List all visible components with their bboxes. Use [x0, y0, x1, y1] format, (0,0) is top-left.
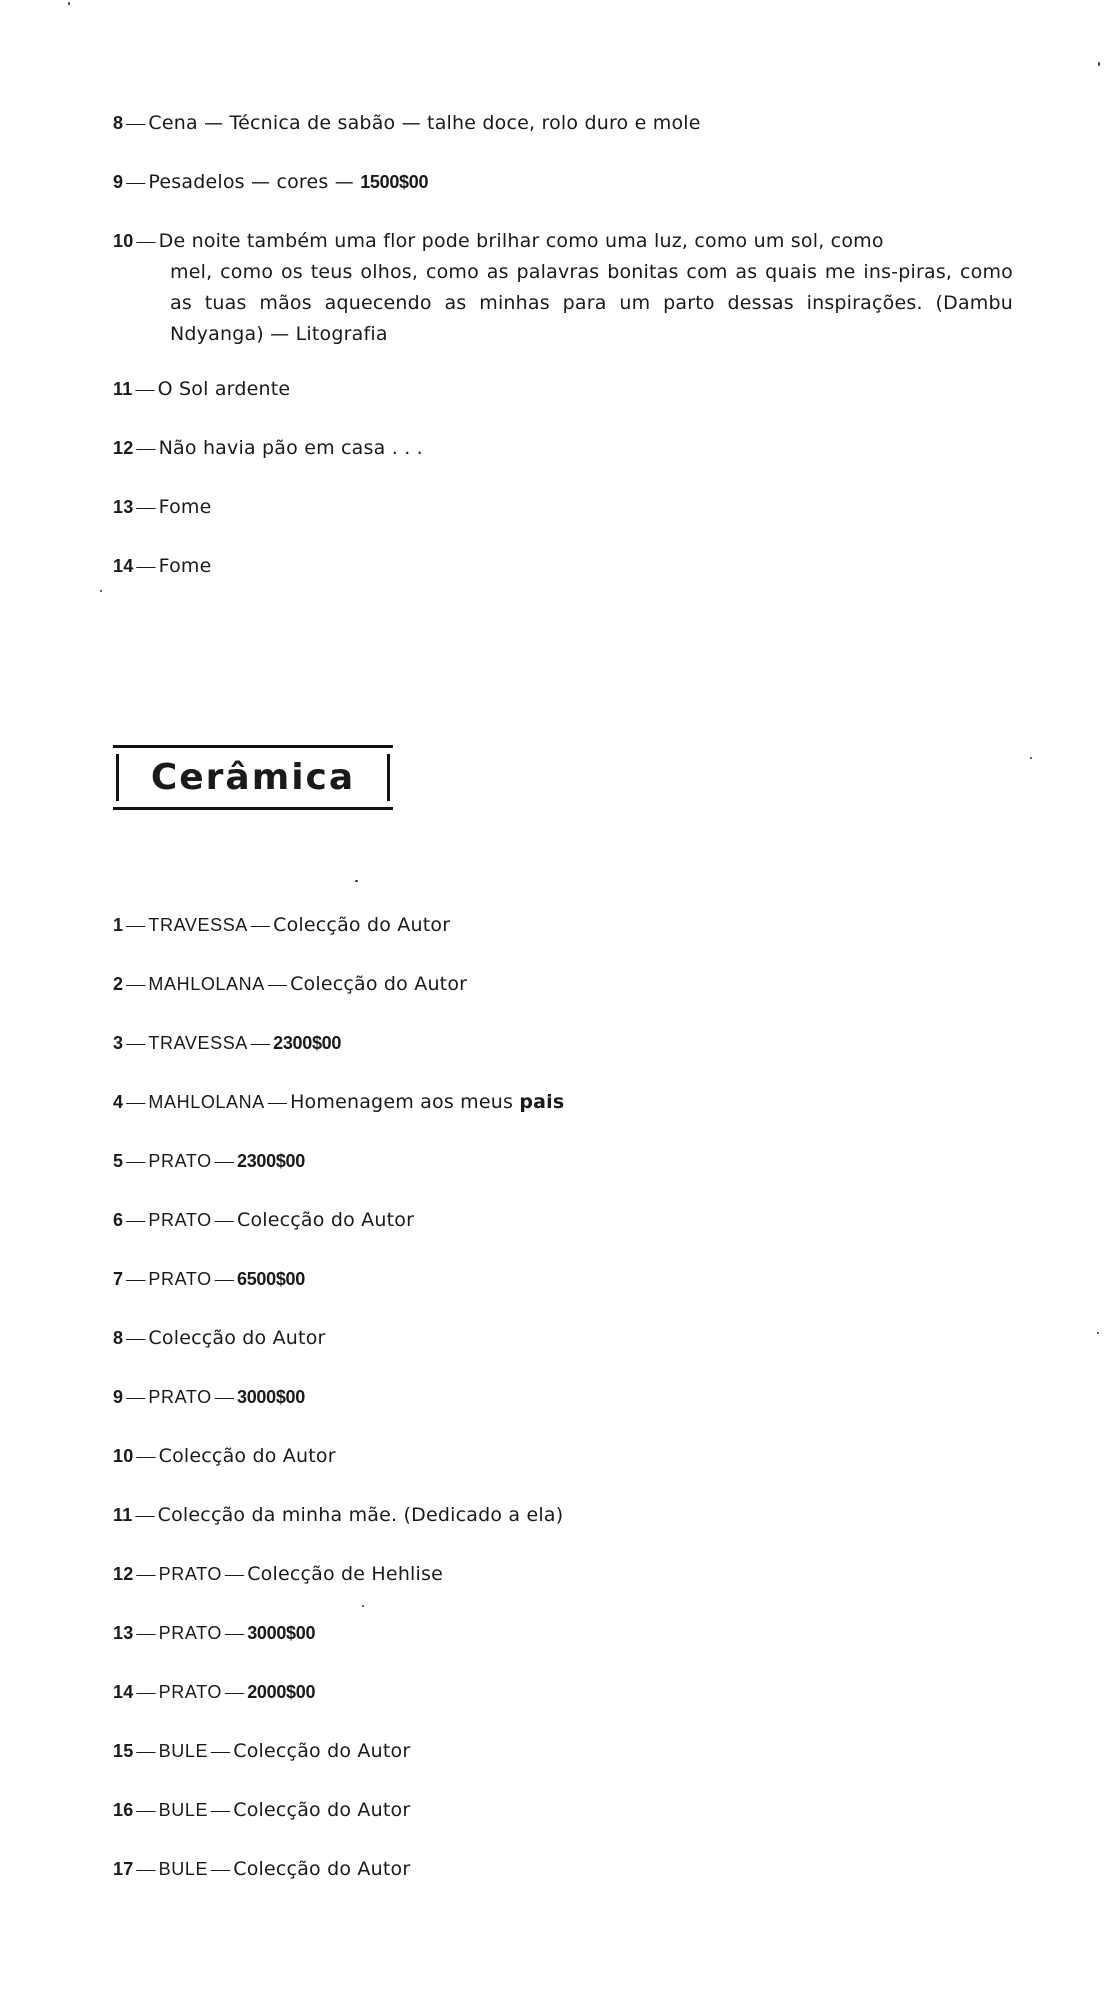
scan-speck	[362, 1605, 364, 1607]
item-dash: —	[214, 1151, 234, 1172]
item-dash: —	[126, 1269, 146, 1290]
item-dash: —	[136, 1446, 156, 1467]
item-text: Colecção do Autor	[233, 1858, 411, 1880]
item-dash: —	[126, 974, 146, 995]
item-number: 13	[113, 1623, 134, 1643]
ceramic-item	[113, 1795, 410, 1826]
item-number: 17	[113, 1859, 134, 1879]
item-dash: —	[126, 1033, 146, 1054]
item-dash: —	[136, 1623, 156, 1644]
item-text: Colecção do Autor	[158, 1445, 336, 1467]
item-dash: —	[214, 1269, 234, 1290]
item-dash: —	[126, 1210, 146, 1231]
item-name: BULE	[158, 1741, 209, 1761]
item-number: 11	[113, 1505, 133, 1525]
item-bold-word: pais	[519, 1091, 565, 1113]
item-number: 10	[113, 231, 134, 251]
ceramic-item	[113, 1736, 410, 1767]
scan-speck	[1098, 62, 1100, 66]
item-dash: —	[250, 1033, 271, 1054]
item-dash: —	[136, 1682, 156, 1703]
item-number: 2	[113, 974, 124, 994]
item-name: TRAVESSA	[148, 915, 248, 935]
item-dash: —	[214, 1387, 234, 1408]
item-price: 2000$00	[247, 1682, 316, 1702]
item-number: 9	[113, 1387, 124, 1407]
ceramic-item	[113, 1146, 305, 1177]
item-dash: —	[136, 1741, 156, 1762]
item-text: Colecção do Autor	[233, 1740, 411, 1762]
item-number: 10	[113, 1446, 134, 1466]
item-price: 1500$00	[360, 172, 429, 192]
item-number: 14	[113, 556, 134, 576]
item-text: O Sol ardente	[157, 378, 291, 400]
ceramic-item	[113, 1618, 315, 1649]
item-dash: —	[136, 1564, 156, 1585]
item-number: 4	[113, 1092, 124, 1112]
item-name: PRATO	[158, 1682, 222, 1702]
item-dash: —	[126, 1387, 146, 1408]
item-text: Pesadelos — cores —	[148, 171, 354, 193]
ceramic-item	[113, 1087, 564, 1118]
item-number: 13	[113, 497, 134, 517]
ceramic-item	[113, 910, 450, 941]
item-text: Colecção do Autor	[236, 1209, 415, 1231]
item-dash: —	[224, 1682, 245, 1703]
item-text: Cena — Técnica de sabão — talhe doce, rolo duro e mole	[148, 112, 701, 134]
scan-speck	[1097, 1332, 1099, 1334]
item-text-line1: De noite também uma flor pode brilhar como uma luz, como um sol, como	[158, 230, 884, 252]
item-text: Não havia pão em casa . . .	[158, 437, 423, 459]
item-number: 9	[113, 172, 124, 192]
list-item	[113, 433, 423, 464]
item-text: Colecção da minha mãe. (Dedicado a ela)	[157, 1504, 564, 1526]
item-dash: —	[136, 438, 156, 459]
item-name: PRATO	[158, 1564, 222, 1584]
item-dash: —	[267, 974, 288, 995]
scan-speck	[355, 880, 358, 882]
ceramic-item	[113, 969, 467, 1000]
ceramic-item	[113, 1205, 414, 1236]
item-text: Colecção de Hehlise	[247, 1563, 444, 1585]
item-number: 11	[113, 379, 133, 399]
ceramic-item	[113, 1382, 305, 1413]
ceramic-item	[113, 1500, 563, 1531]
item-name: PRATO	[148, 1151, 212, 1171]
item-name: PRATO	[148, 1210, 212, 1230]
scan-speck	[1030, 757, 1032, 759]
item-name: TRAVESSA	[148, 1033, 248, 1053]
item-name: PRATO	[148, 1269, 212, 1289]
item-number: 15	[113, 1741, 134, 1761]
section-heading-box	[113, 745, 393, 810]
item-dash: —	[126, 172, 146, 193]
item-dash: —	[224, 1623, 245, 1644]
item-dash: —	[126, 915, 146, 936]
item-name: BULE	[158, 1800, 209, 1820]
item-dash: —	[224, 1564, 245, 1585]
item-name: PRATO	[148, 1387, 212, 1407]
item-dash: —	[136, 1800, 156, 1821]
item-dash: —	[126, 113, 146, 134]
ceramic-item	[113, 1264, 305, 1295]
item-dash: —	[126, 1092, 146, 1113]
item-dash: —	[267, 1092, 288, 1113]
item-name: BULE	[158, 1859, 209, 1879]
item-dash: —	[214, 1210, 234, 1231]
item-text-rest: mel, como os teus olhos, como as palavras bonitas com as quais me ins-piras, como as tuas mãos aquecendo as minhas para um parto dessas inspirações. (Dambu Ndyanga) — Litografia	[170, 261, 1013, 345]
list-item	[113, 167, 428, 198]
item-dash: —	[136, 497, 156, 518]
item-text: Fome	[158, 496, 212, 518]
item-dash: —	[135, 1505, 155, 1526]
item-dash: —	[211, 1859, 231, 1880]
item-text: Fome	[158, 555, 212, 577]
item-dash: —	[136, 556, 156, 577]
item-price: 2300$00	[236, 1151, 305, 1171]
item-dash: —	[211, 1741, 231, 1762]
item-text: Colecção do Autor	[233, 1799, 411, 1821]
ceramic-item	[113, 1028, 341, 1059]
item-number: 7	[113, 1269, 124, 1289]
section-title: Cerâmica	[150, 757, 356, 798]
scan-speck	[68, 2, 70, 5]
list-item	[113, 374, 290, 405]
item-dash: —	[211, 1800, 231, 1821]
item-number: 1	[113, 915, 124, 935]
item-dash: —	[250, 915, 271, 936]
item-dash: —	[136, 1859, 156, 1880]
item-text: Colecção do Autor	[290, 973, 468, 995]
item-price: 3000$00	[236, 1387, 305, 1407]
ceramic-item	[113, 1677, 315, 1708]
item-text: Homenagem aos meus	[290, 1091, 514, 1113]
item-text: Colecção do Autor	[273, 914, 451, 936]
item-number: 5	[113, 1151, 124, 1171]
item-name: MAHLOLANA	[148, 974, 265, 994]
item-number: 8	[113, 113, 124, 133]
item-name: PRATO	[158, 1623, 222, 1643]
item-number: 8	[113, 1328, 124, 1348]
item-number: 6	[113, 1210, 124, 1230]
item-number: 12	[113, 1564, 134, 1584]
item-number: 14	[113, 1682, 134, 1702]
item-dash: —	[135, 379, 155, 400]
ceramic-item	[113, 1441, 336, 1472]
item-price: 2300$00	[273, 1033, 342, 1053]
list-item-paragraph	[113, 226, 1013, 350]
item-text: Colecção do Autor	[148, 1327, 326, 1349]
list-item	[113, 492, 212, 523]
item-price: 3000$00	[247, 1623, 316, 1643]
item-number: 12	[113, 438, 134, 458]
list-item	[113, 551, 212, 582]
scan-speck	[100, 590, 102, 592]
item-dash: —	[126, 1151, 146, 1172]
item-dash: —	[126, 1328, 146, 1349]
list-item	[113, 108, 701, 139]
item-price: 6500$00	[236, 1269, 305, 1289]
ceramic-item	[113, 1323, 326, 1354]
item-number: 16	[113, 1800, 134, 1820]
item-dash: —	[136, 231, 156, 252]
ceramic-item	[113, 1854, 410, 1885]
item-name: MAHLOLANA	[148, 1092, 265, 1112]
item-number: 3	[113, 1033, 124, 1053]
ceramic-item	[113, 1559, 443, 1590]
